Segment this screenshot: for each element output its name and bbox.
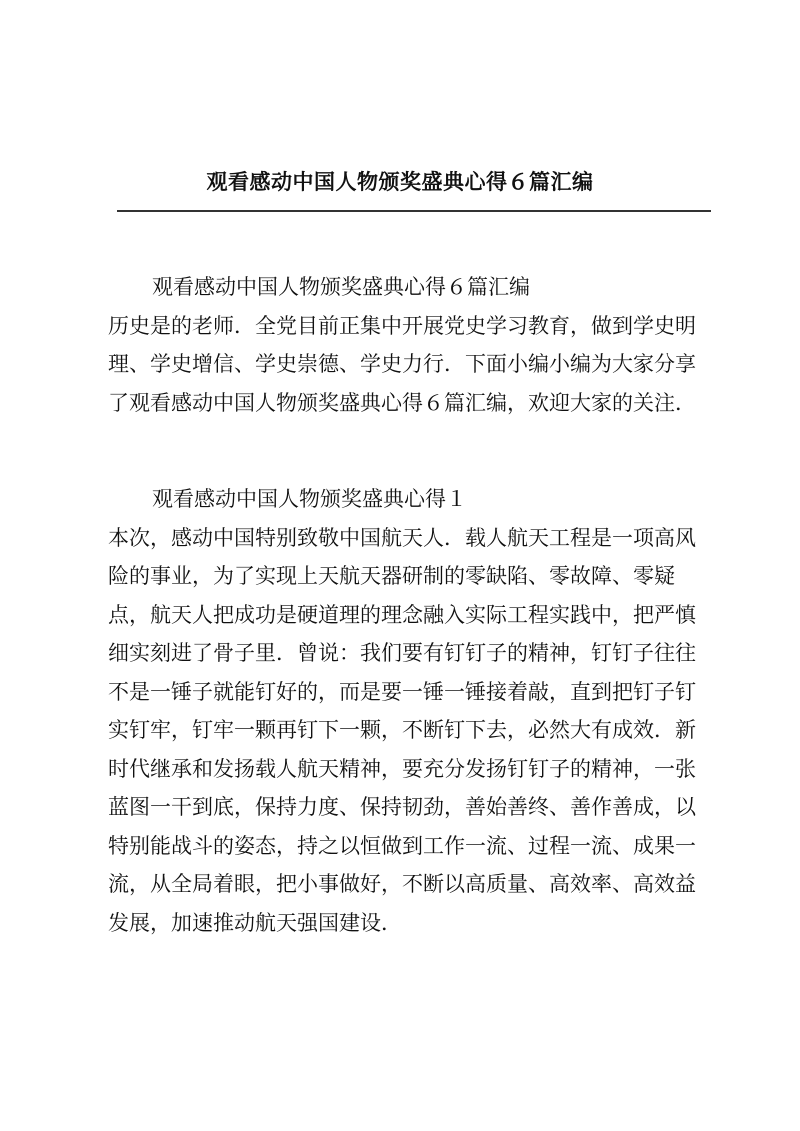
- section-1-line: 蓝图一干到底，保持力度、保持韧劲，善始善终、善作善成，以: [108, 795, 696, 819]
- section-1-line: 实钉牢，钉牢一颗再钉下一颗，不断钉下去，必然大有成效．新: [108, 718, 696, 742]
- title-divider: [117, 210, 711, 212]
- intro-block: [108, 268, 714, 422]
- intro-heading: 观看感动中国人物颁奖盛典心得６篇汇编: [152, 275, 530, 299]
- intro-line: 历史是的老师．全党目前正集中开展党史学习教育，做到学史明: [108, 313, 696, 338]
- section-1-line: 本次，感动中国特别致敬中国航天人．载人航天工程是一项高风: [108, 525, 696, 550]
- section-1-line: 特别能战斗的姿态，持之以恒做到工作一流、过程一流、成果一: [108, 833, 696, 858]
- section-1-line: 险的事业，为了实现上天航天器研制的零缺陷、零故障、零疑: [108, 564, 675, 588]
- section-1-heading: 观看感动中国人物颁奖盛典心得１: [152, 487, 467, 511]
- section-1-line: 点，航天人把成功是硬道理的理念融入实际工程实践中，把严慎: [108, 602, 696, 627]
- intro-line: 理、学史增信、学史崇德、学史力行．下面小编小编为大家分享: [108, 352, 696, 376]
- section-1-line: 流，从全局着眼，把小事做好，不断以高质量、高效率、高效益: [108, 872, 696, 896]
- page-title: 观看感动中国人物颁奖盛典心得６篇汇编: [206, 169, 594, 194]
- section-1-line: 细实刻进了骨子里．曾说：我们要有钉钉子的精神，钉钉子往往: [108, 641, 696, 665]
- intro-line: 了观看感动中国人物颁奖盛典心得６篇汇编，欢迎大家的关注．: [108, 390, 696, 415]
- section-1-line: 发展，加速推动航天强国建设．: [108, 910, 402, 935]
- section-1-line: 不是一锤子就能钉好的，而是要一锤一锤接着敲，直到把钉子钉: [108, 679, 696, 704]
- section-1-line: 时代继承和发扬载人航天精神，要充分发扬钉钉子的精神，一张: [108, 756, 696, 781]
- section-1-block: [108, 480, 714, 942]
